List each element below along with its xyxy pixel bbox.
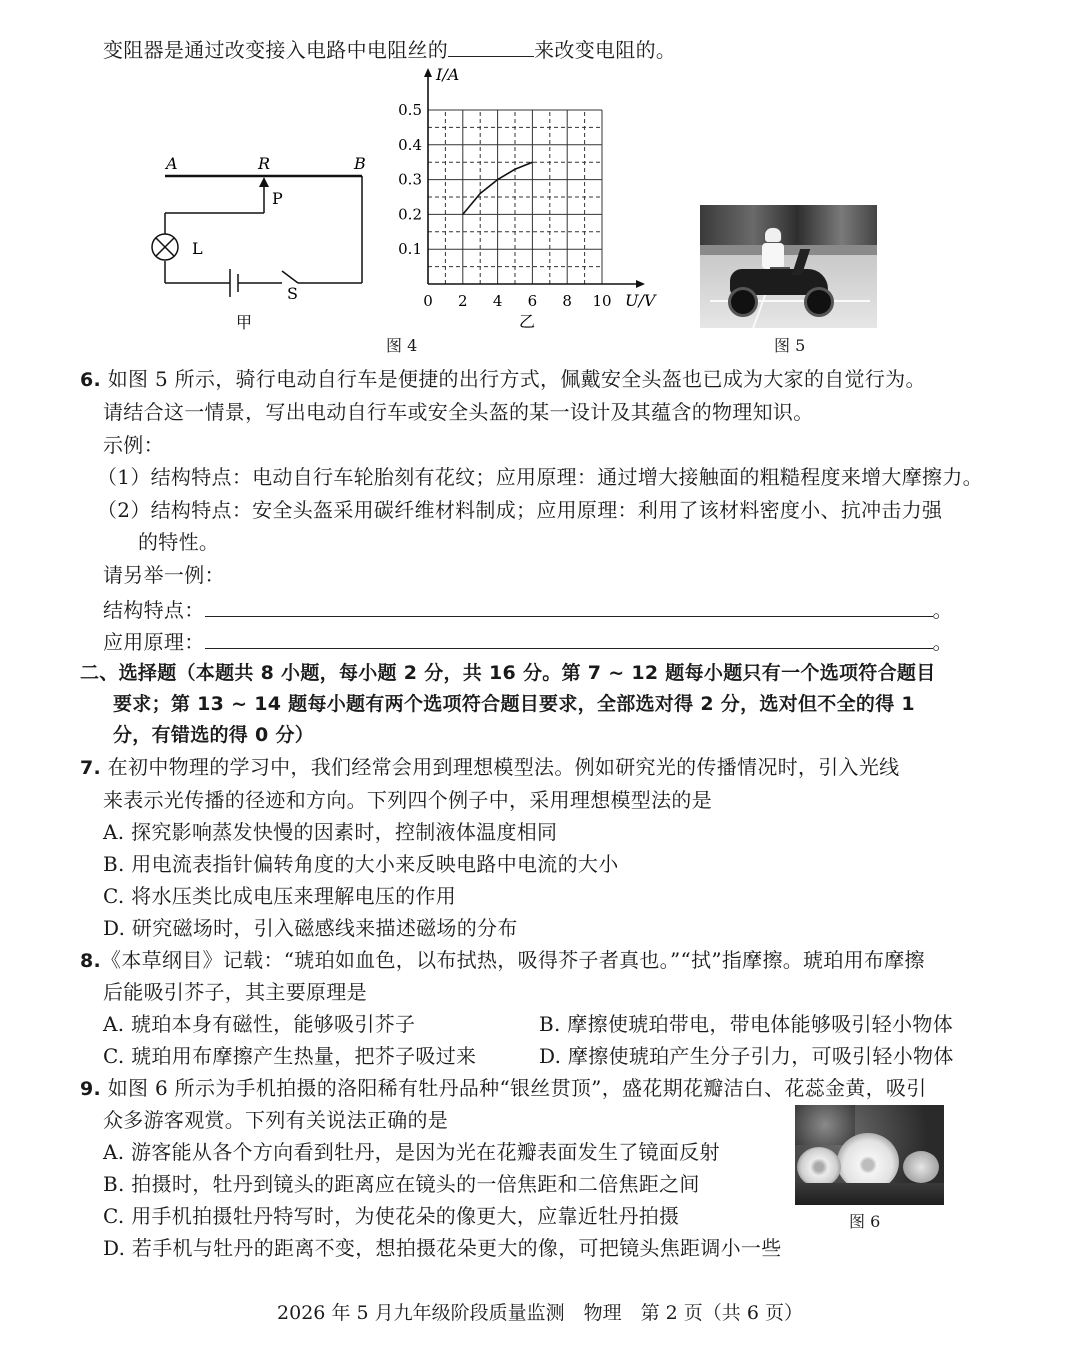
figure-6-caption: 图 6	[849, 1212, 881, 1231]
section-2-heading-3: 分，有错选的得 0 分）	[113, 724, 315, 746]
caption-yi: 乙	[519, 312, 536, 331]
q8-number: 8.	[80, 950, 102, 972]
q6-number: 6.	[80, 369, 102, 391]
principle-answer-blank[interactable]	[205, 626, 933, 649]
period: 。	[932, 630, 953, 654]
q7-line-1	[80, 753, 899, 782]
label-s: S	[287, 284, 298, 303]
q6-example-1: （1）结构特点：电动自行车轮胎刻有花纹；应用原理：通过增大接触面的粗糙程度来增大摩擦力。	[97, 465, 983, 489]
y-axis-arrow-icon	[424, 68, 432, 77]
q8-text: 《本草纲目》记载：“琥珀如血色，以布拭热，吸得芥子者真也。”“拭”指摩擦。琥珀用布摩擦	[101, 948, 925, 972]
x-tick-label: 0	[423, 292, 433, 310]
principle-label: 应用原理：	[103, 630, 205, 654]
q9-option-b[interactable]: B. 拍摄时，牡丹到镜头的距离应在镜头的一倍焦距和二倍焦距之间	[103, 1172, 700, 1196]
x-tick-label: 6	[527, 292, 538, 310]
q6-line-1	[80, 365, 926, 394]
q6-principle-row	[103, 626, 953, 656]
period: 。	[932, 598, 953, 622]
structure-label: 结构特点：	[103, 598, 205, 622]
y-tick-label: 0.1	[398, 240, 422, 259]
slider-arrow-icon	[259, 177, 269, 187]
q7-option-d[interactable]: D. 研究磁场时，引入磁感线来描述磁场的分布	[103, 916, 518, 940]
q9-option-d[interactable]: D. 若手机与牡丹的距离不变，想拍摄花朵更大的像，可把镜头焦距调小一些	[103, 1236, 782, 1260]
q6-text: 如图 5 所示，骑行电动自行车是便捷的出行方式，佩戴安全头盔也已成为大家的自觉行为。	[107, 367, 926, 391]
q6-structure-row	[103, 594, 953, 624]
label-a: A	[166, 154, 178, 173]
y-tick-label: 0.4	[398, 135, 422, 154]
q7-option-c[interactable]: C. 将水压类比成电压来理解电压的作用	[103, 884, 457, 908]
q8-option-a[interactable]: A. 琥珀本身有磁性，能够吸引芥子	[103, 1012, 416, 1036]
label-r: R	[258, 154, 271, 173]
q9-line-1	[80, 1074, 927, 1103]
x-tick-label: 2	[458, 292, 468, 310]
x-tick-label: 8	[562, 292, 572, 310]
q6-example-label: 示例：	[103, 433, 164, 457]
figure-5-caption: 图 5	[774, 336, 806, 355]
x-axis-arrow-icon	[636, 280, 645, 288]
structure-answer-blank[interactable]	[205, 594, 933, 617]
q8-line-2: 后能吸引芥子，其主要原理是	[103, 980, 367, 1004]
caption-jia: 甲	[236, 313, 253, 332]
y-tick-label: 0.3	[398, 170, 422, 189]
q9-text: 如图 6 所示为手机拍摄的洛阳稀有牡丹品种“银丝贯顶”，盛花期花瓣洁白、花蕊金黄，吸引	[107, 1076, 927, 1100]
circuit-diagram	[150, 150, 380, 340]
y-tick-label: 0.2	[398, 205, 422, 224]
q8-option-b[interactable]: B. 摩擦使琥珀带电，带电体能够吸引轻小物体	[539, 1012, 954, 1036]
q7-option-a[interactable]: A. 探究影响蒸发快慢的因素时，控制液体温度相同	[103, 820, 558, 844]
q6-example-2: （2）结构特点：安全头盔采用碳纤维材料制成；应用原理：利用了该材料密度小、抗冲击力强	[97, 498, 943, 522]
q5-text-part1: 变阻器是通过改变接入电路中电阻丝的	[103, 38, 449, 62]
label-b: B	[354, 154, 366, 173]
q9-line-2: 众多游客观赏。下列有关说法正确的是	[103, 1108, 449, 1132]
x-tick-label: 10	[592, 292, 612, 310]
q7-option-b[interactable]: B. 用电流表指针偏转角度的大小来反映电路中电流的大小	[103, 852, 619, 876]
x-tick-label: 4	[492, 292, 503, 310]
q5-text-part2: 来改变电阻的。	[534, 38, 677, 62]
section-2-heading: 二、选择题（本题共 8 小题，每小题 2 分，共 16 分。第 7 ~ 12 题每小题只有一个选项符合题目	[80, 662, 936, 684]
q9-option-c[interactable]: C. 用手机拍摄牡丹特写时，为使花朵的像更大，应靠近牡丹拍摄	[103, 1204, 680, 1228]
section-2-heading-2: 要求；第 13 ~ 14 题每小题有两个选项符合题目要求，全部选对得 2 分，选对但不全的得 1	[113, 693, 915, 715]
figure-4-caption: 图 4	[386, 336, 418, 355]
q9-option-a[interactable]: A. 游客能从各个方向看到牡丹，是因为光在花瓣表面发生了镜面反射	[103, 1140, 720, 1164]
rider-photo	[700, 205, 877, 328]
q5-continuation	[103, 34, 676, 64]
iu-graph	[395, 66, 665, 336]
q7-number: 7.	[80, 757, 102, 779]
q7-line-2: 来表示光传播的径迹和方向。下列四个例子中，采用理想模型法的是	[103, 788, 712, 812]
y-axis-label: I/A	[436, 66, 460, 84]
q6-example-2-cont: 的特性。	[138, 530, 220, 554]
label-l: L	[192, 239, 203, 258]
y-tick-label: 0.5	[398, 101, 422, 119]
page-footer: 2026 年 5 月九年级阶段质量监测 物理 第 2 页（共 6 页）	[277, 1302, 803, 1324]
x-axis-label: U/V	[625, 291, 656, 310]
answer-blank[interactable]	[448, 34, 534, 57]
q8-option-d[interactable]: D. 摩擦使琥珀产生分子引力，可吸引轻小物体	[539, 1044, 954, 1068]
q7-text: 在初中物理的学习中，我们经常会用到理想模型法。例如研究光的传播情况时，引入光线	[107, 755, 900, 779]
label-p: P	[272, 189, 283, 208]
q8-line-1	[80, 946, 925, 975]
q8-option-c[interactable]: C. 琥珀用布摩擦产生热量，把芥子吸过来	[103, 1044, 477, 1068]
q9-number: 9.	[80, 1078, 102, 1100]
peony-photo	[795, 1105, 944, 1205]
q6-another-example: 请另举一例：	[103, 563, 225, 587]
q6-line-2: 请结合这一情景，写出电动自行车或安全头盔的某一设计及其蕴含的物理知识。	[103, 400, 814, 424]
